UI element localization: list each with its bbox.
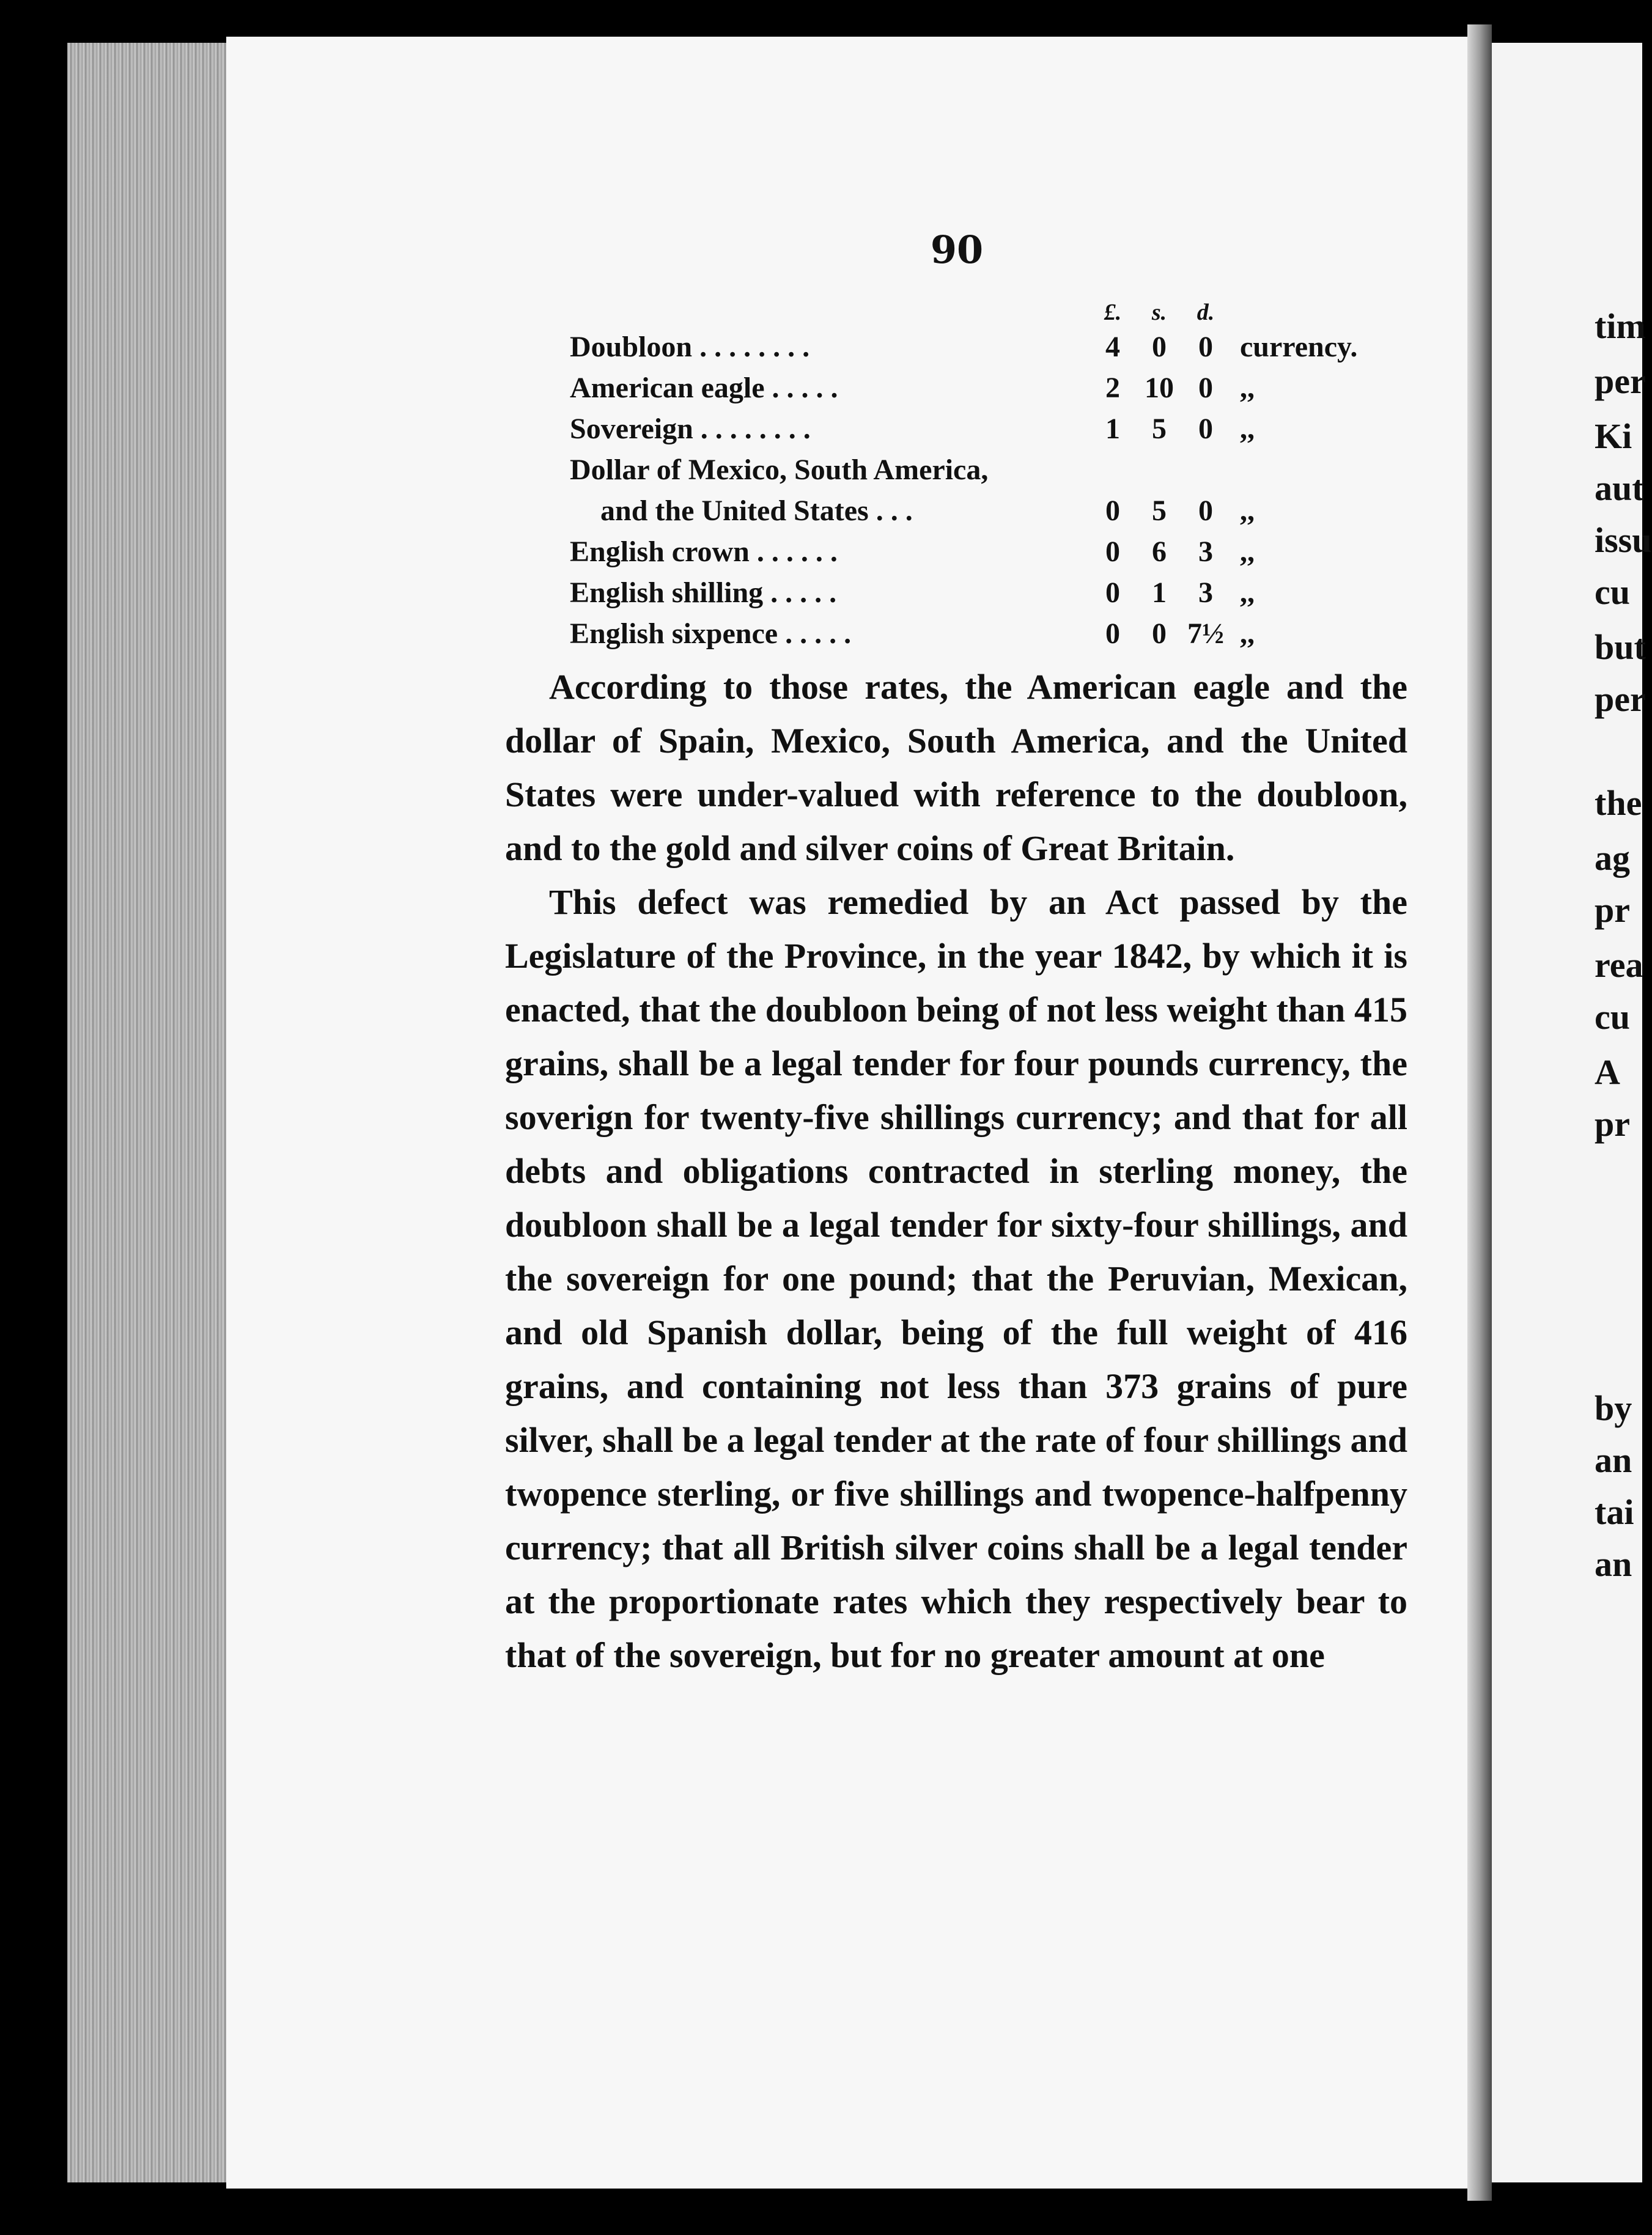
table-header-row — [570, 298, 1357, 326]
shillings-value: 10 — [1145, 372, 1174, 404]
paragraph: According to those rates, the American eagle and the dollar of Spain, Mexico, South America, and the United States were under-valued with reference to the doubloon, and to the gold and silver coins of Great Britain. — [505, 667, 1407, 868]
right-page-fragment: pr — [1595, 890, 1630, 930]
header-blank — [570, 298, 1090, 326]
right-page-fragment: Ki — [1595, 416, 1632, 456]
right-page-fragment: by — [1595, 1388, 1632, 1428]
table-row — [570, 613, 1357, 654]
coin-name: English sixpence . . . . . — [570, 617, 852, 650]
currency-note: ,, — [1240, 576, 1255, 609]
shillings-value: 0 — [1152, 617, 1167, 650]
right-page-fragment: cu — [1595, 997, 1630, 1037]
pounds-value: 0 — [1105, 576, 1120, 609]
header-pence: d. — [1197, 300, 1215, 325]
right-page-fragment: A — [1595, 1052, 1620, 1092]
right-page-fragment: tai — [1595, 1492, 1634, 1532]
right-page-fragment: per — [1595, 361, 1646, 401]
paragraph: This defect was remedied by an Act passed by the Legislature of the Province, in the year 1842, by which it is enacted, that the doubloon being of not less weight than 415 grains, shall be a legal tender for four pounds currency, the soverign for twenty-five shillings currency; and that for all debts and obligations contracted in sterling money, the doubloon shall be a legal tender for sixty-four shillings, and the sovereign for one pound; that the Peruvian, Mexican, and old Spanish dollar, being of the full weight of 416 grains, and containing not less than 373 grains of pure silver, shall be a legal tender at the rate of four shillings and twopence sterling, or five shillings and twopence-halfpenny currency; that all British silver coins shall be a legal tender at the proportionate rates which they respectively bear to that of the sovereign, but for no greater amount at one — [505, 882, 1407, 1675]
right-page-fragment: an — [1595, 1440, 1632, 1480]
body-text — [505, 660, 1407, 1682]
pence-value: 0 — [1198, 331, 1213, 363]
table-row — [570, 367, 1357, 408]
right-page-fragment: the — [1595, 783, 1642, 823]
shillings-value: 5 — [1152, 495, 1167, 527]
pence-value: 3 — [1198, 576, 1213, 609]
table-row — [570, 490, 1357, 531]
coin-name: and the United States . . . — [600, 495, 913, 527]
pounds-value: 0 — [1105, 536, 1120, 568]
currency-note: ,, — [1240, 536, 1255, 568]
coin-name: English crown . . . . . . — [570, 536, 838, 568]
coin-name: English shilling . . . . . — [570, 576, 837, 609]
pence-value: 0 — [1198, 413, 1213, 445]
header-shillings: s. — [1151, 300, 1167, 325]
table-row — [570, 531, 1357, 572]
header-note — [1229, 298, 1357, 326]
right-page-fragment: rea — [1595, 945, 1643, 985]
right-page-fragment: cu — [1595, 572, 1630, 612]
pence-value: 7½ — [1187, 617, 1224, 650]
right-page-fragment: ag — [1595, 838, 1630, 878]
table-row — [570, 449, 1357, 490]
coin-name: Doubloon . . . . . . . . — [570, 331, 810, 363]
currency-note: ,, — [1240, 495, 1255, 527]
pounds-value: 2 — [1105, 372, 1120, 404]
page-edges — [67, 43, 226, 2182]
shillings-value: 1 — [1152, 576, 1167, 609]
table-row — [570, 572, 1357, 613]
header-pounds: £. — [1104, 300, 1122, 325]
pence-value: 3 — [1198, 536, 1213, 568]
right-page-fragment: pr — [1595, 1104, 1630, 1144]
currency-note: currency. — [1240, 331, 1358, 363]
table-row — [570, 408, 1357, 449]
right-page-fragment: tim — [1595, 306, 1646, 346]
pence-value: 0 — [1198, 495, 1213, 527]
currency-note: ,, — [1240, 372, 1255, 404]
book-gutter — [1467, 24, 1492, 2201]
coin-name: Sovereign . . . . . . . . — [570, 413, 811, 445]
table-row — [570, 326, 1357, 367]
currency-note: ,, — [1240, 617, 1255, 650]
right-page-fragment: but — [1595, 627, 1646, 667]
pounds-value: 0 — [1105, 495, 1120, 527]
pounds-value: 0 — [1105, 617, 1120, 650]
right-page-fragment: an — [1595, 1544, 1632, 1584]
coin-name: Dollar of Mexico, South America, — [570, 454, 989, 486]
page-number: 90 — [930, 227, 984, 272]
shillings-value: 5 — [1152, 413, 1167, 445]
right-page-fragment: per — [1595, 679, 1646, 719]
pounds-value: 4 — [1105, 331, 1120, 363]
right-page-fragment: aut — [1595, 468, 1644, 508]
pounds-value: 1 — [1105, 413, 1120, 445]
currency-rates-table — [570, 298, 1357, 654]
pence-value: 0 — [1198, 372, 1213, 404]
right-page-fragment: issu — [1595, 520, 1652, 560]
shillings-value: 0 — [1152, 331, 1167, 363]
currency-note: ,, — [1240, 413, 1255, 445]
coin-name: American eagle . . . . . — [570, 372, 838, 404]
shillings-value: 6 — [1152, 536, 1167, 568]
